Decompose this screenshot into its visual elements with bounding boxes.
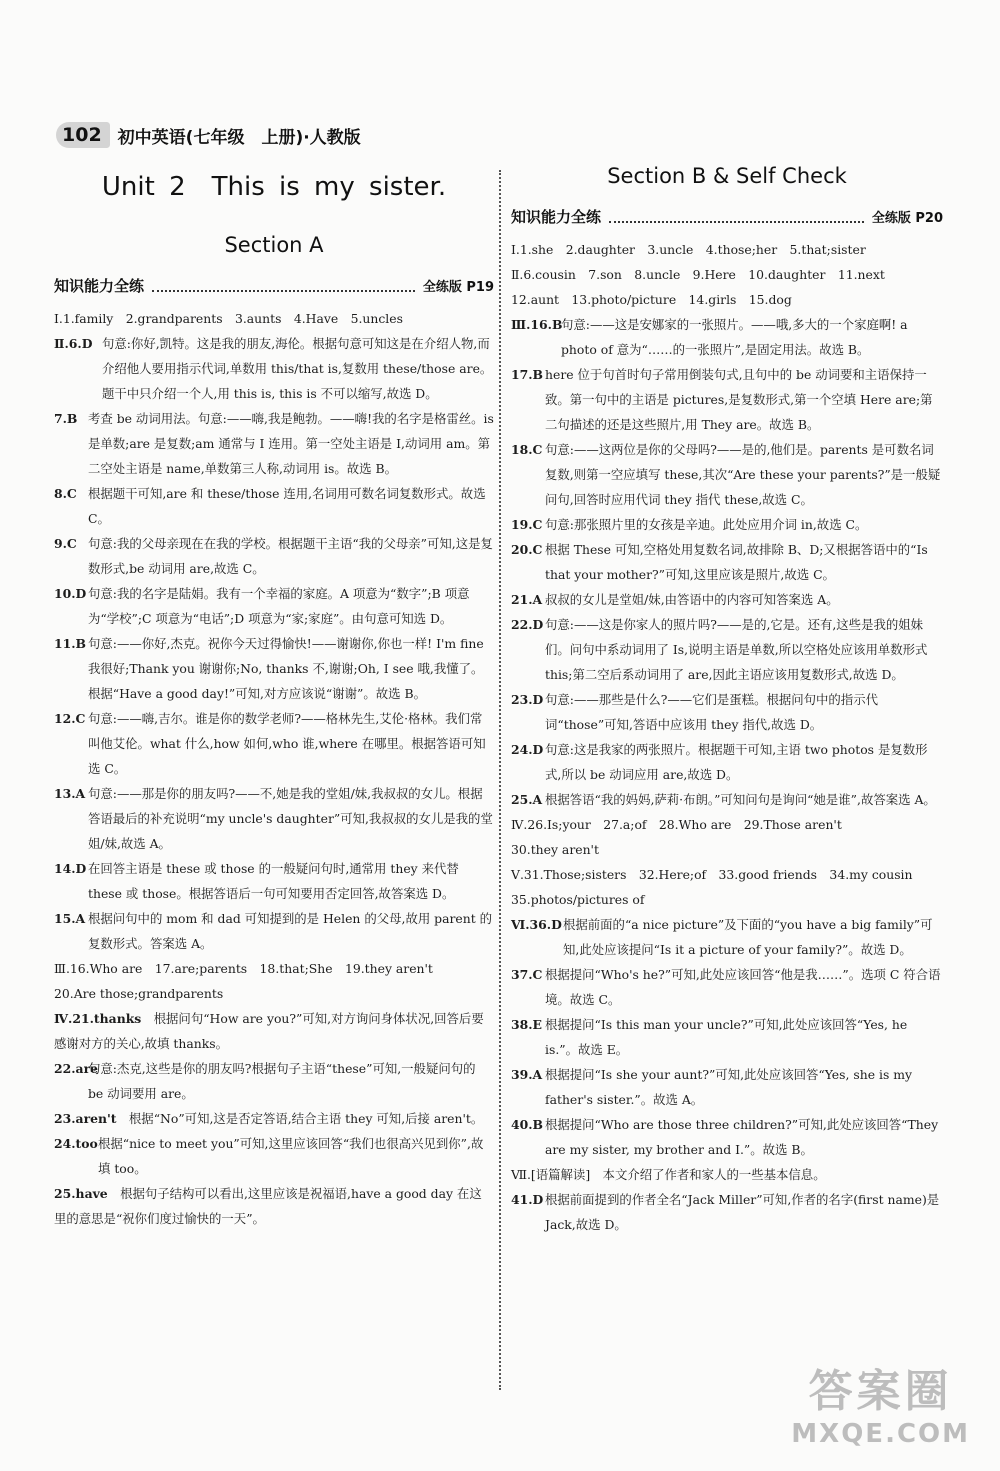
answer-row: Ⅱ.6.cousin 7.son 8.uncle 9.Here 10.daughter 11.next [511,267,885,282]
answer-item [54,1131,494,1181]
answer-row: Ⅴ.31.Those;sisters 32.Here;of 33.good friends 34.my cousin [511,867,913,882]
answer-item [511,737,943,787]
book-title: 初中英语(七年级 上册)·人教版 [117,127,361,148]
answer-number: 14.D [54,861,87,876]
answer-explanation: 句意:——这是安娜家的一张照片。——哦,多大的一个家庭啊! a photo of 意为“……的一张照片”,是固定用法。故选 B。 [561,317,908,357]
answer-number: 40.B [511,1117,544,1132]
answer-number: 17.B [511,367,544,382]
answer-item [54,1181,494,1231]
watermark-url: MXQE.COM [791,1419,970,1449]
answer-item [54,1056,494,1106]
answer-item [511,512,943,537]
knowledge-bar [511,206,943,227]
answer-explanation: 句意:——这是你家人的照片吗?——是的,它是。还有,这些是我的姐妹们。问句中系动词用了 Is,说明主语是单数,所以空格处应该用单数形式 this;第二空后系动词用了 are,因此主语应该用复数形式,故选 D。 [545,617,928,682]
answer-explanation: 根据提问“Who are those three children?”可知,此处应该回答“They are my sister, my brother and I.”。故选 B。 [545,1117,939,1157]
answer-item [54,856,494,906]
answer-item [54,706,494,781]
answer-number: 19.C [511,517,543,532]
answer-number: Ⅲ.16.B [511,317,563,332]
answer-item [511,612,943,687]
knowledge-bar-label: 知识能力全练 [511,208,602,226]
answer-item [54,581,494,631]
answer-number: 37.C [511,967,543,982]
answer-explanation: 根据句子结构可以看出,这里应该是祝福语,have a good day 在这里的意思是“祝你们度过愉快的一天”。 [54,1186,482,1226]
answer-explanation: 根据答语“我的妈妈,萨莉·布朗。”可知问句是询问“她是谁”,故答案选 A。 [545,792,936,807]
answer-number: 25.A [511,792,543,807]
answer-explanation: 根据“nice to meet you”可知,这里应该回答“我们也很高兴见到你”,故填 too。 [98,1136,484,1176]
answer-explanation: 根据 These 可知,空格处用复数名词,故排除 B、D;又根据答语中的“Is that your mother?”可知,这里应该是照片,故选 C。 [545,542,928,582]
answer-number: 12.C [54,711,86,726]
answer-explanation: here 位于句首时句子常用倒装句式,且句中的 be 动词要和主语保持一致。第一句中的主语是 pictures,是复数形式,第一个空填 Here are;第二句描述的还是这些照片,用 They are。故选 B。 [545,367,933,432]
answer-number: 10.D [54,586,87,601]
section-b-title: Section B & Self Check [607,164,847,188]
answer-item [54,781,494,856]
answer-explanation: 考查 be 动词用法。句意:——嗨,我是鲍勃。——嗨!我的名字是格雷丝。is 是单数;are 是复数;am 通常与 I 连用。第一空处主语是 I,动词用 am。第二空处主语是 name,单数第三人称,动词用 is。故选 B。 [88,411,494,476]
answer-explanation: 根据问句“How are you?”可知,对方询问身体状况,回答后要感谢对方的关心,故填 thanks。 [54,1011,484,1051]
answer-number: Ⅵ.36.D [511,917,562,932]
answer-item [54,1006,494,1056]
page-number: 102 [56,122,110,148]
answer-item [54,481,494,531]
knowledge-bar [54,275,494,296]
answer-item [54,531,494,581]
answer-number: 7.B [54,411,78,426]
answer-number: 20.C [511,542,543,557]
answer-number: Ⅱ.6.D [54,336,93,351]
answer-number: 39.A [511,1067,543,1082]
answer-row: Ⅳ.26.Is;your 27.a;of 28.Who are 29.Those aren't [511,817,842,832]
answer-item [511,1187,943,1237]
answer-number: 18.C [511,442,543,457]
answer-number: Ⅳ.21.thanks [54,1011,142,1026]
answer-list-right [511,237,943,1237]
answer-item [511,587,943,612]
column-divider [499,170,501,1390]
answer-number: 22.D [511,617,544,632]
answer-explanation: 句意:——那些是什么?——它们是蛋糕。根据问句中的指示代词“those”可知,答语中应该用 they 指代,故选 D。 [545,692,878,732]
answer-number: 8.C [54,486,77,501]
answer-item [511,1062,943,1112]
answer-number: 13.A [54,786,86,801]
answer-row: Ⅰ.1.she 2.daughter 3.uncle 4.those;her 5.that;sister [511,242,866,257]
answer-explanation: 根据前面的“a nice picture”及下面的“you have a big family”可知,此处应该提问“Is it a picture of your family?”。故选 D。 [563,917,933,957]
answer-explanation: 句意:——那是你的朋友吗?——不,她是我的堂姐/妹,我叔叔的女儿。根据答语最后的补充说明“my uncle's daughter”可知,我叔叔的女儿是我的堂姐/妹,故选 A。 [88,786,493,851]
answer-explanation: 在回答主语是 these 或 those 的一般疑问句时,通常用 they 来代替 these 或 those。根据答语后一句可知要用否定回答,故答案选 D。 [88,861,459,901]
answer-item [54,406,494,481]
answer-number: 23.aren't [54,1111,117,1126]
answer-explanation: 根据前面提到的作者全名“Jack Miller”可知,作者的名字(first name)是 Jack,故选 D。 [545,1192,940,1232]
section-a-title: Section A [224,233,324,257]
answer-explanation: 句意:你好,凯特。这是我的朋友,海伦。根据句意可知这是在介绍人物,而介绍他人要用指示代词,单数用 this/that is,复数用 these/those are。题干中只介绍一个人,用 this is, this is 不可以缩写,故选 D。 [102,336,493,401]
knowledge-bar-ref: 全练版 P20 [871,211,943,226]
answer-row: 35.photos/pictures of [511,892,645,907]
answer-explanation: 根据提问“Is she your aunt?”可知,此处应该回答“Yes, she is my father's sister.”。故选 A。 [545,1067,912,1107]
answer-item [511,312,943,362]
answer-item [511,1112,943,1162]
answer-item [511,537,943,587]
answer-item [511,687,943,737]
answer-row: 20.Are those;grandparents [54,986,224,1001]
answer-number: 11.B [54,636,87,651]
answer-row: 12.aunt 13.photo/picture 14.girls 15.dog [511,292,792,307]
answer-explanation: 句意:我的父母亲现在在我的学校。根据题干主语“我的父母亲”可知,这是复数形式,be 动词用 are,故选 C。 [88,536,493,576]
answer-row: 30.they aren't [511,842,599,857]
answer-number: 22.are [54,1061,98,1076]
unit-title: Unit 2 This is my sister. [101,172,447,202]
leader-dots [609,211,864,223]
answer-row: Ⅶ.[语篇解读] 本文介绍了作者和家人的一些基本信息。 [511,1167,826,1182]
answer-row: Ⅲ.16.Who are 17.are;parents 18.that;She 19.they aren't [54,961,433,976]
answer-item [54,631,494,706]
answer-explanation: 句意:——嗨,吉尔。谁是你的数学老师?——格林先生,艾伦·格林。我们常叫他艾伦。what 什么,how 如何,who 谁,where 在哪里。根据答语可知选 C。 [88,711,486,776]
answer-item [511,787,943,812]
answer-item [511,437,943,512]
answer-item [54,1106,494,1131]
answer-explanation: 根据题干可知,are 和 these/those 连用,名词用可数名词复数形式。故选 C。 [88,486,486,526]
answer-explanation: 句意:——你好,杰克。祝你今天过得愉快!——谢谢你,你也一样! I'm fine 我很好;Thank you 谢谢你;No, thanks 不,谢谢;Oh, I see 哦,我懂了。根据“Have a good day!”可知,对方应该说“谢谢”。故选 B。 [88,636,484,701]
answer-item [54,906,494,956]
answer-explanation: 根据提问“Who's he?”可知,此处应该回答“他是我……”。选项 C 符合语境。故选 C。 [545,967,941,1007]
answer-explanation: 叔叔的女儿是堂姐/妹,由答语中的内容可知答案选 A。 [545,592,839,607]
watermark-logo [791,1355,970,1449]
answer-explanation: 根据问句中的 mom 和 dad 可知提到的是 Helen 的父母,故用 parent 的复数形式。答案选 A。 [88,911,493,951]
answer-list-left [54,306,494,1231]
answer-explanation: 句意:这是我家的两张照片。根据题干可知,主语 two photos 是复数形式,所以 be 动词应用 are,故选 D。 [545,742,928,782]
knowledge-bar-label: 知识能力全练 [54,277,145,295]
answer-item [54,331,494,406]
leader-dots [152,280,415,292]
answer-item [511,912,943,962]
answer-explanation: 根据“No”可知,这是否定答语,结合主语 they 可知,后接 aren't。 [116,1111,484,1126]
answer-number: 25.have [54,1186,108,1201]
left-column [54,160,494,1231]
answer-explanation: 句意:那张照片里的女孩是辛迪。此处应用介词 in,故选 C。 [545,517,868,532]
answer-number: 41.D [511,1192,544,1207]
knowledge-bar-ref: 全练版 P19 [422,280,494,295]
page-header [56,118,361,152]
answer-explanation: 句意:杰克,这些是你的朋友吗?根据句子主语“these”可知,一般疑问句的 be 动词要用 are。 [88,1061,476,1101]
answer-number: 38.E [511,1017,543,1032]
answer-row: Ⅰ.1.family 2.grandparents 3.aunts 4.Have 5.uncles [54,311,403,326]
answer-number: 15.A [54,911,86,926]
answer-explanation: 句意:我的名字是陆娟。我有一个幸福的家庭。A 项意为“数字”;B 项意为“学校”;C 项意为“电话”;D 项意为“家;家庭”。由句意可知选 D。 [88,586,470,626]
answer-explanation: 句意:——这两位是你的父母吗?——是的,他们是。parents 是可数名词复数,则第一空应填写 these,其次“Are these your parents?”是一般疑问句,回答时应用代词 they 指代 these,故选 C。 [545,442,941,507]
answer-number: 21.A [511,592,543,607]
answer-item [511,1012,943,1062]
watermark-text: 答案圈 [808,1366,953,1417]
answer-number: 24.too [54,1136,98,1151]
answer-item [511,962,943,1012]
answer-number: 9.C [54,536,77,551]
answer-item [511,362,943,437]
answer-explanation: 根据提问“Is this man your uncle?”可知,此处应该回答“Yes, he is.”。故选 E。 [545,1017,908,1057]
answer-number: 23.D [511,692,544,707]
right-column [511,160,943,1237]
answer-number: 24.D [511,742,544,757]
